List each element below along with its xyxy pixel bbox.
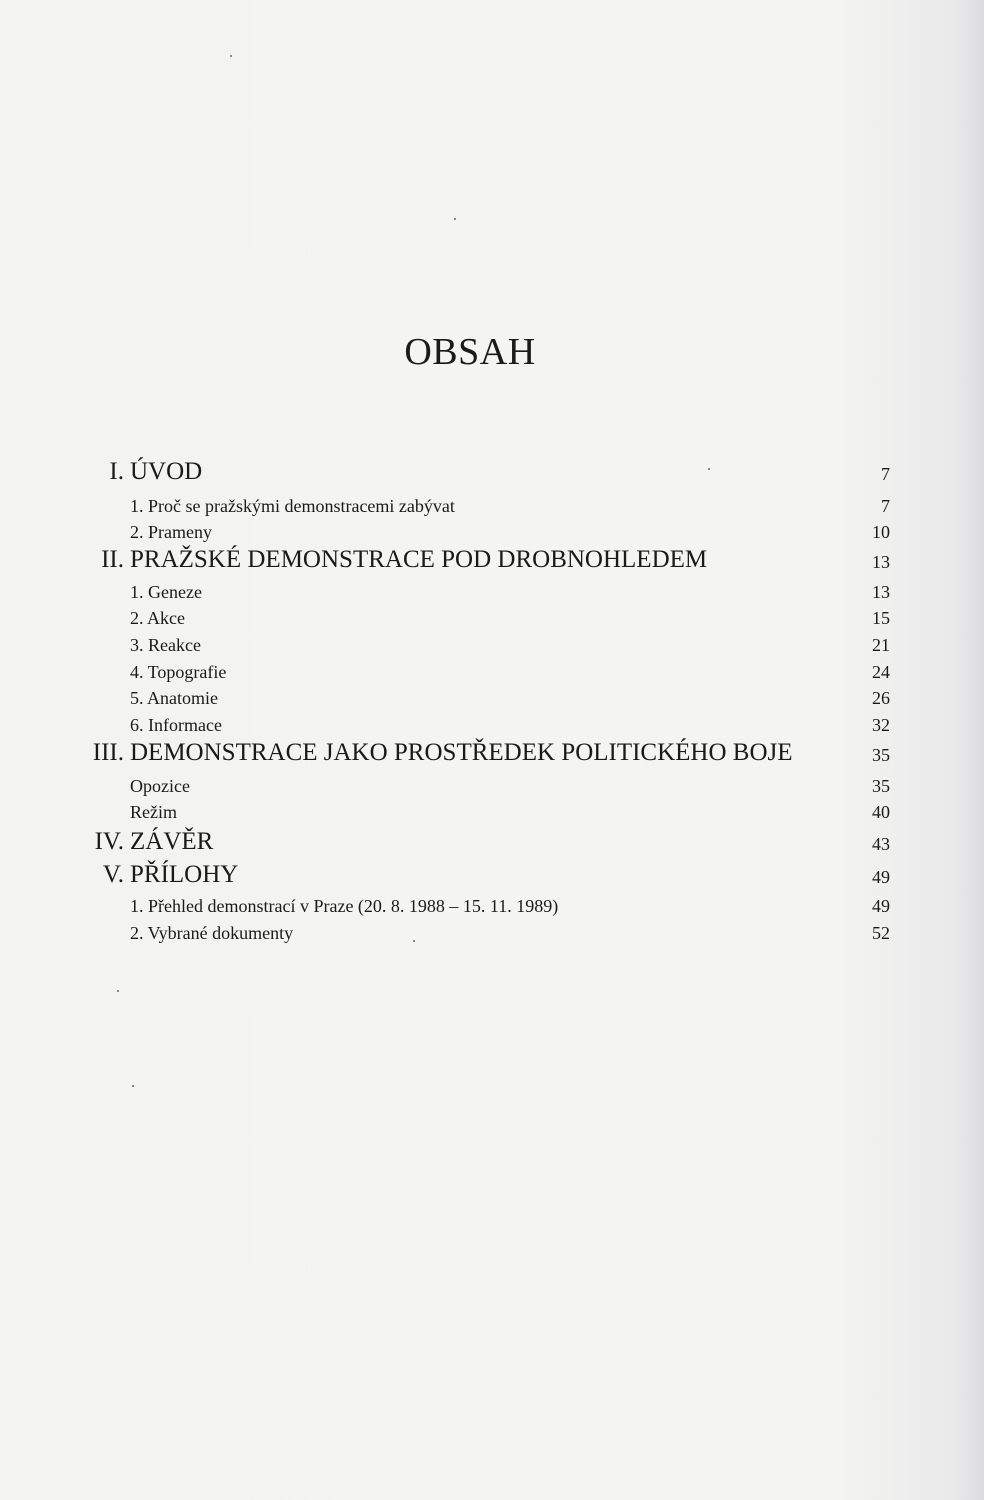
chapter-page-number: 49 [872,867,890,887]
toc-item-page-number: 35 [872,776,890,796]
speck [413,940,415,942]
toc-item-page-number: 49 [872,896,890,916]
toc-item-page-number: 13 [872,582,890,602]
chapter-title: ÚVOD [130,458,203,485]
toc-item-title: Režim [130,802,177,822]
toc-item-page-number: 7 [881,496,890,516]
chapter-number: II. [101,546,124,573]
toc-chapter-row [0,458,984,488]
toc-item-page-number: 24 [872,662,890,682]
chapter-title: PRAŽSKÉ DEMONSTRACE POD DROBNOHLEDEM [130,546,708,573]
chapter-number: V. [102,861,124,888]
toc-item-title: 1. Proč se pražskými demonstracemi zabývat [130,496,455,516]
toc-item-title: 3. Reakce [130,635,201,655]
toc-item-title: 2. Vybrané dokumenty [130,923,294,943]
toc-item-title: 2. Prameny [130,522,212,542]
speck [454,218,456,220]
toc-item-page-number: 15 [872,608,890,628]
toc-item-page-number: 21 [872,635,890,655]
toc-chapter-row [0,739,984,769]
chapter-number: III. [92,739,124,766]
toc-item-title: 4. Topografie [130,662,227,682]
speck [117,990,119,992]
chapter-title: PŘÍLOHY [130,861,239,888]
chapter-page-number: 35 [872,745,890,765]
toc-item-title: 5. Anatomie [130,688,218,708]
toc-item-title: 1. Geneze [130,582,202,602]
speck [708,468,710,470]
toc-chapter-row [0,861,984,891]
toc-item-title: 2. Akce [130,608,185,628]
toc-item-title: 6. Informace [130,715,222,735]
toc-item-page-number: 52 [872,923,890,943]
toc-chapter-row [0,546,984,576]
toc-item-title: Opozice [130,776,190,796]
chapter-page-number: 7 [881,464,890,484]
toc-item-page-number: 26 [872,688,890,708]
toc-item-title: 1. Přehled demonstrací v Praze (20. 8. 1988 – 15. 11. 1989) [130,896,559,916]
toc-item-page-number: 10 [872,522,890,542]
chapter-title: DEMONSTRACE JAKO PROSTŘEDEK POLITICKÉHO BOJE [130,739,793,766]
chapter-page-number: 13 [872,552,890,572]
speck [230,55,232,57]
toc-chapter-row [0,828,984,858]
chapter-number: I. [109,458,124,485]
speck [132,1085,134,1087]
page-title: OBSAH [404,331,536,373]
toc-item-page-number: 40 [872,802,890,822]
chapter-title: ZÁVĚR [130,828,214,855]
toc-item-page-number: 32 [872,715,890,735]
chapter-page-number: 43 [872,834,890,854]
chapter-number: IV. [94,828,124,855]
